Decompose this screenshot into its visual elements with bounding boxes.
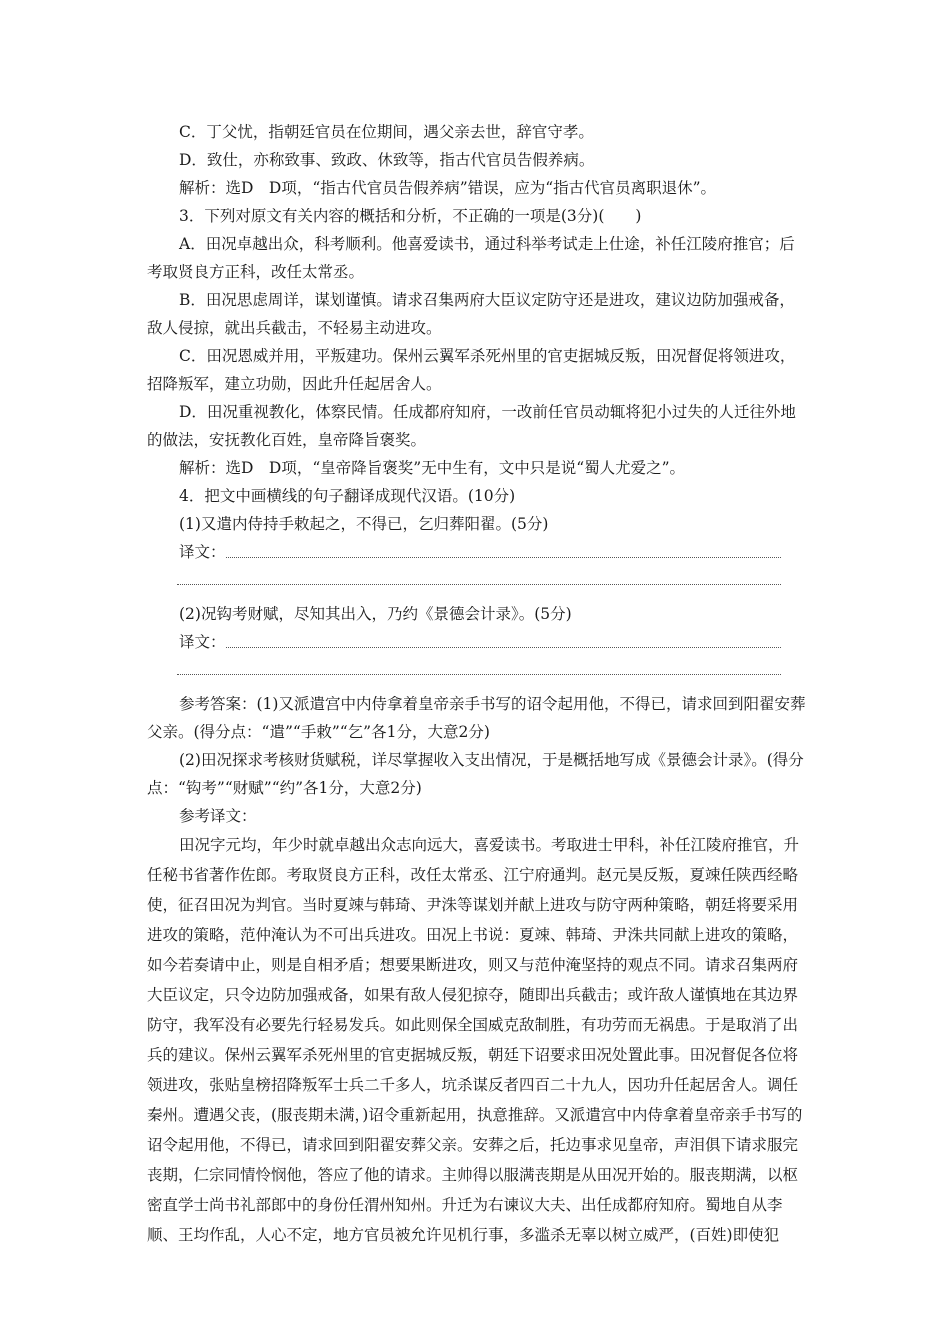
- q2-option-d: D．致仕，亦称致事、致政、休致等，指古代官员告假养病。: [179, 151, 595, 169]
- translation-label-1: 译文：: [179, 543, 226, 561]
- q3-analysis: 解析：选D D项，“皇帝降旨褒奖”无中生有，文中只是说“蜀人尤爱之”。: [179, 459, 686, 477]
- translation-body: 田况字元均，年少时就卓越出众志向远大，喜爱读书。考取进士甲科，补任江陵府推官，升任秘书省著作佐郎。考取贤良方正科，改任太常丞、江宁府通判。赵元昊反叛，夏竦任陕西经略使，征召田况为判官。当时夏竦与韩琦、尹洙等谋划并献上进攻与防守两种策略，朝廷将要采用进攻的策略，范仲淹认为不可出兵进攻。田况上书说：夏竦、韩琦、尹洙共同献上进攻的策略，如今若奏请中止，则是自相矛盾；想要果断进攻，则又与范仲淹坚持的观点不同。请求召集两府大臣议定，只令边防加强戒备，如果有敌人侵犯掠夺，随即出兵截击；或许敌人谨慎地在其边界防守，我军没有必要先行轻易发兵。如此则保全国威克敌制胜，有功劳而无祸患。于是取消了出兵的建议。保州云翼军杀死州里的官吏据城反叛，朝廷下诏要求田况处置此事。田况督促各位将领进攻，张贴皇榜招降叛军士兵二千多人，坑杀谋反者四百二十九人，因功升任起居舍人。调任秦州。遭遇父丧，(服丧期未满，)诏令重新起用，执意推辞。又派遣宫中内侍拿着皇帝亲手书写的诏令起用他，不得已，请求回到阳翟安葬父亲。安葬之后，托边事求见皇帝，声泪俱下请求服完丧期，仁宗同情怜悯他，答应了他的请求。主帅得以服满丧期是从田况开始的。服丧期满，以枢密直学士尚书礼部郎中的身份任渭州知州。升迁为右谏议大夫、出任成都府知府。蜀地自从李顺、王均作乱，人心不定，地方官员被允许见机行事，多滥杀无辜以树立威严，(百姓)即使犯: [147, 836, 803, 1244]
- translation-label-2: 译文：: [179, 633, 226, 651]
- q4-stem: 4．把文中画横线的句子翻译成现代汉语。(10分): [179, 487, 516, 505]
- q4-sentence-1: (1)又遣内侍持手敕起之，不得已，乞归葬阳翟。(5分): [179, 515, 549, 533]
- reference-answer-1: 参考答案：(1)又派遣宫中内侍拿着皇帝亲手书写的诏令起用他，不得已，请求回到阳翟安葬父亲。(得分点：“遣”“手敕”“乞”各1分，大意2分): [147, 695, 806, 741]
- q3-option-c: C．田况恩威并用，平叛建功。保州云翼军杀死州里的官吏据城反叛，田况督促将领进攻，招降叛军，建立功勋，因此升任起居舍人。: [147, 347, 796, 393]
- reference-answer-2: (2)田况探求考核财货赋税，详尽掌握收入支出情况，于是概括地写成《景德会计录》。(得分点：“钩考”“财赋”“约”各1分，大意2分): [147, 751, 804, 797]
- answer-line-2b: [177, 656, 781, 684]
- answer-line-2: [179, 628, 809, 656]
- answer-line-1b: [177, 566, 781, 594]
- q2-option-c: C．丁父忧，指朝廷官员在位期间，遇父亲去世，辞官守孝。: [179, 123, 594, 141]
- q3-option-b: B．田况思虑周详，谋划谨慎。请求召集两府大臣议定防守还是进攻，建议边防加强戒备，敌人侵掠，就出兵截击，不轻易主动进攻。: [147, 291, 795, 337]
- answer-line-1: [179, 538, 809, 566]
- q3-option-d: D．田况重视教化，体察民情。任成都府知府，一改前任官员动辄将犯小过失的人迁往外地的做法，安抚教化百姓，皇帝降旨褒奖。: [147, 403, 796, 449]
- q2-analysis: 解析：选D D项，“指古代官员告假养病”错误，应为“指古代官员离职退休”。: [179, 179, 717, 197]
- translation-heading: 参考译文：: [179, 807, 257, 825]
- q3-stem: 3．下列对原文有关内容的概括和分析，不正确的一项是(3分)( ): [179, 207, 642, 225]
- answer-blank-1: [226, 557, 781, 558]
- q4-sentence-2: (2)况钩考财赋，尽知其出入，乃约《景德会计录》。(5分): [179, 605, 572, 623]
- document-body: [147, 118, 809, 1250]
- answer-blank-2: [226, 647, 781, 648]
- q3-option-a: A．田况卓越出众，科考顺利。他喜爱读书，通过科举考试走上仕途，补任江陵府推官；后考取贤良方正科，改任太常丞。: [147, 235, 795, 281]
